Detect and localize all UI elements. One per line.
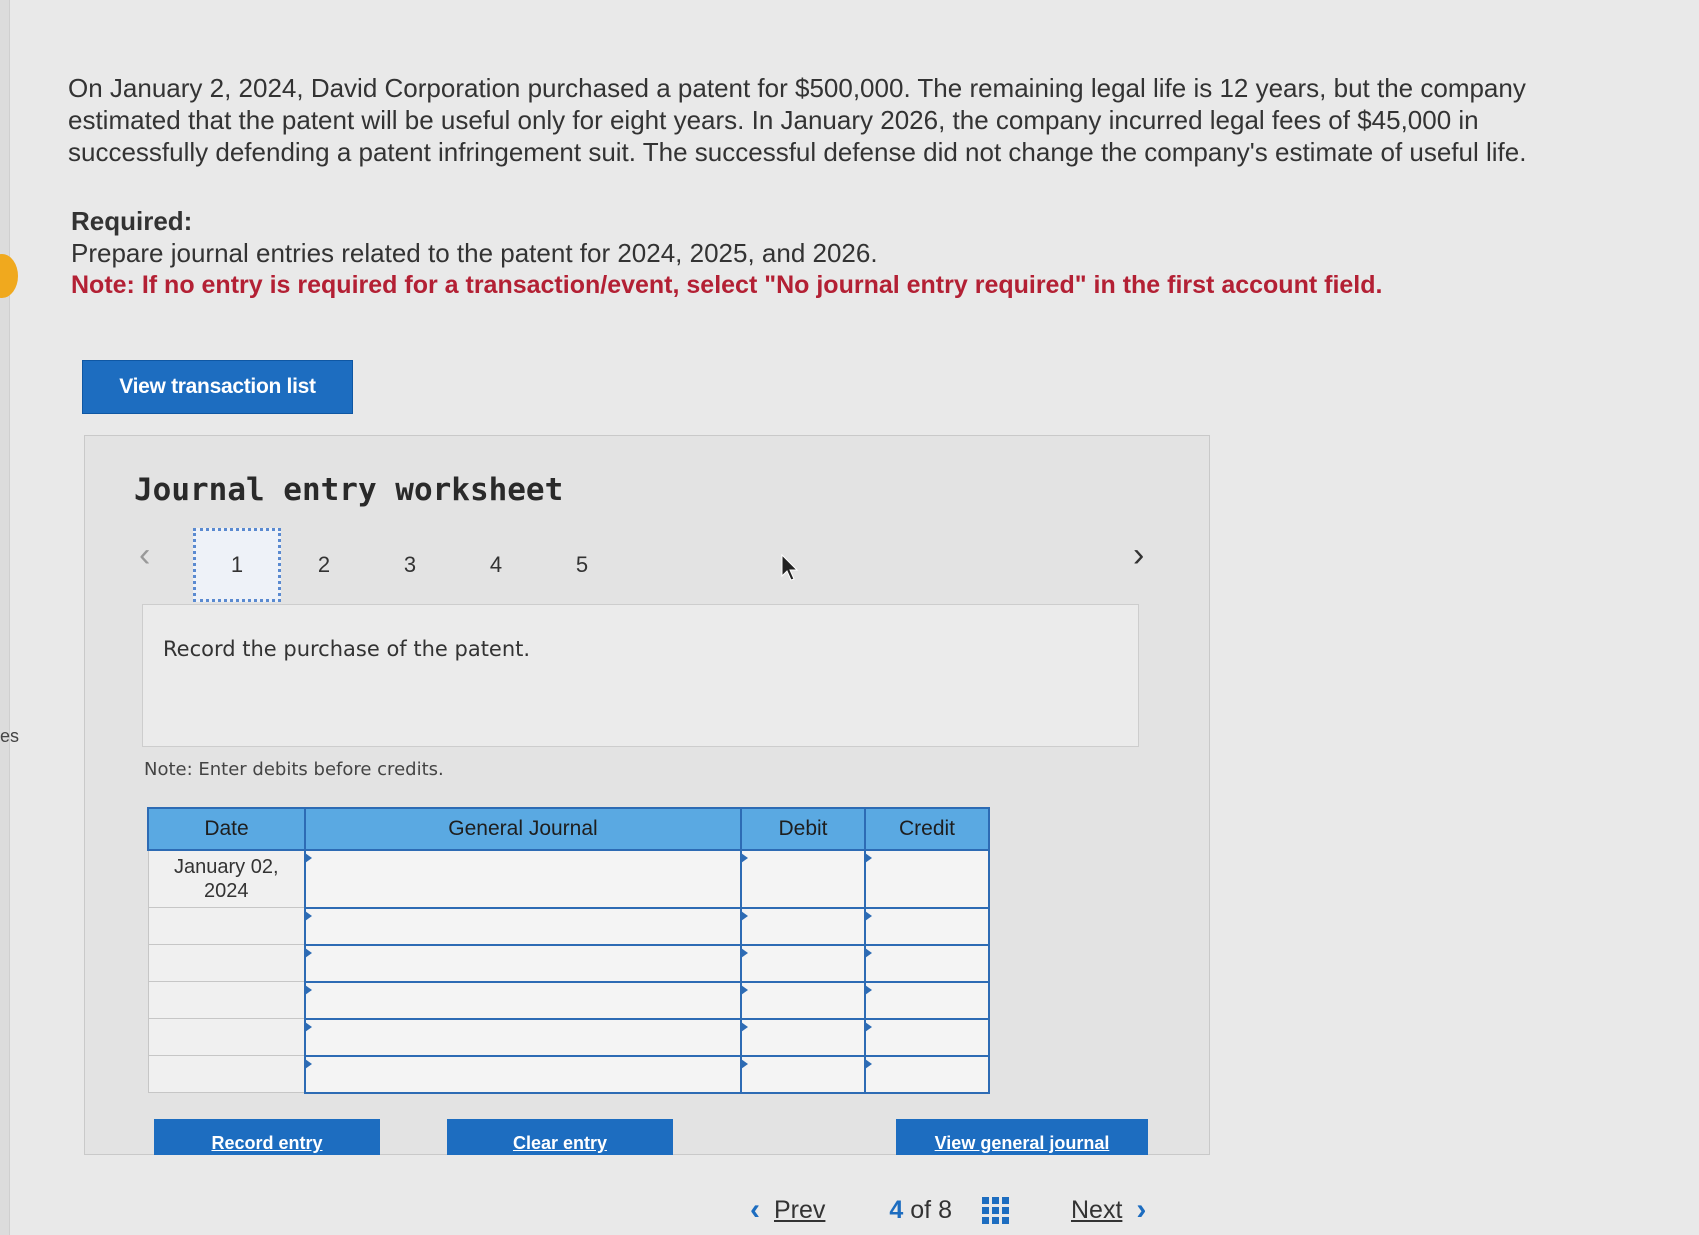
date-cell [148, 908, 305, 945]
debit-input[interactable] [741, 945, 865, 982]
left-sidebar-strip [0, 0, 10, 1235]
credit-input[interactable] [865, 1019, 989, 1056]
debit-input[interactable] [741, 982, 865, 1019]
field-marker-icon [305, 1059, 312, 1069]
field-marker-icon [865, 985, 872, 995]
next-link[interactable]: Next [1070, 1195, 1123, 1224]
table-row [148, 1019, 989, 1056]
record-entry-button[interactable]: Record entry [154, 1119, 380, 1155]
field-marker-icon [865, 911, 872, 921]
field-marker-icon [865, 853, 872, 863]
field-marker-icon [305, 948, 312, 958]
field-marker-icon [305, 853, 312, 863]
total-pages: 8 [938, 1195, 952, 1224]
required-title: Required: [71, 206, 193, 236]
tab-4[interactable]: 4 [489, 552, 503, 577]
field-marker-icon [741, 985, 748, 995]
credit-input[interactable] [865, 945, 989, 982]
field-marker-icon [741, 853, 748, 863]
worksheet-title: Journal entry worksheet [134, 472, 564, 508]
field-marker-icon [741, 1022, 748, 1032]
instruction-box [142, 604, 1139, 747]
chevron-left-icon[interactable]: ‹ [750, 1193, 760, 1226]
account-input[interactable] [305, 1019, 741, 1056]
required-text: Prepare journal entries related to the patent for 2024, 2025, and 2026. [71, 238, 878, 268]
debits-before-credits-note: Note: Enter debits before credits. [144, 759, 444, 780]
table-row [148, 1056, 989, 1093]
field-marker-icon [865, 948, 872, 958]
progress-indicator-dot [0, 254, 18, 298]
chevron-right-icon[interactable]: › [1133, 536, 1145, 574]
debit-input[interactable] [741, 908, 865, 945]
field-marker-icon [741, 948, 748, 958]
account-input[interactable] [305, 1056, 741, 1093]
prev-link[interactable]: Prev [774, 1195, 826, 1224]
account-input[interactable] [305, 908, 741, 945]
credit-input[interactable] [865, 908, 989, 945]
field-marker-icon [305, 985, 312, 995]
required-note: Note: If no entry is required for a transaction/event, select "No journal entry required" in the first account field. [71, 271, 1383, 299]
required-section [71, 205, 1571, 301]
chevron-right-icon[interactable]: › [1136, 1193, 1147, 1226]
mouse-pointer-icon [780, 554, 800, 582]
credit-input[interactable] [865, 982, 989, 1019]
table-row [148, 945, 989, 982]
current-page: 4 [889, 1195, 904, 1224]
debit-input[interactable] [741, 850, 865, 908]
page-counter [889, 1196, 952, 1225]
account-input[interactable] [305, 945, 741, 982]
chevron-left-icon[interactable]: ‹ [139, 536, 151, 574]
date-cell [148, 1056, 305, 1093]
debit-input[interactable] [741, 1019, 865, 1056]
credit-input[interactable] [865, 850, 989, 908]
table-row [148, 850, 989, 908]
instruction-text: Record the purchase of the patent. [163, 637, 531, 661]
field-marker-icon [865, 1022, 872, 1032]
table-row [148, 982, 989, 1019]
field-marker-icon [305, 1022, 312, 1032]
clear-entry-button[interactable]: Clear entry [447, 1119, 673, 1155]
pagination-footer [750, 1190, 1146, 1230]
table-row [148, 908, 989, 945]
field-marker-icon [741, 911, 748, 921]
tab-2[interactable]: 2 [317, 552, 331, 577]
view-transaction-list-button[interactable]: View transaction list [82, 360, 353, 414]
credit-input[interactable] [865, 1056, 989, 1093]
sidebar-fragment-text: es [0, 726, 20, 746]
journal-entry-worksheet [84, 435, 1210, 1155]
debit-input[interactable] [741, 1056, 865, 1093]
date-cell [148, 1019, 305, 1056]
view-general-journal-button[interactable]: View general journal [896, 1119, 1148, 1155]
account-input[interactable] [305, 982, 741, 1019]
journal-table [147, 807, 990, 1094]
general-journal-header: General Journal [305, 808, 741, 850]
field-marker-icon [741, 1059, 748, 1069]
credit-header: Credit [865, 808, 989, 850]
debit-header: Debit [741, 808, 865, 850]
date-cell [148, 982, 305, 1019]
grid-menu-icon[interactable] [982, 1197, 1009, 1224]
account-input[interactable] [305, 850, 741, 908]
problem-statement: On January 2, 2024, David Corporation purchased a patent for $500,000. The remaining legal life is 12 years, but the company estimated that the patent will be useful only for eight years. In January 2026, the company incurred legal fees of $45,000 in successfully defending a patent infringement suit. The successful defense did not change the company's estimate of useful life. [68, 73, 1527, 167]
tab-3[interactable]: 3 [403, 552, 417, 577]
date-cell [148, 945, 305, 982]
field-marker-icon [865, 1059, 872, 1069]
tab-5[interactable]: 5 [575, 552, 589, 577]
date-header: Date [148, 808, 305, 850]
tab-1[interactable]: 1 [193, 528, 281, 602]
field-marker-icon [305, 911, 312, 921]
date-cell: January 02, 2024 [148, 850, 305, 908]
of-label: of [910, 1195, 932, 1224]
